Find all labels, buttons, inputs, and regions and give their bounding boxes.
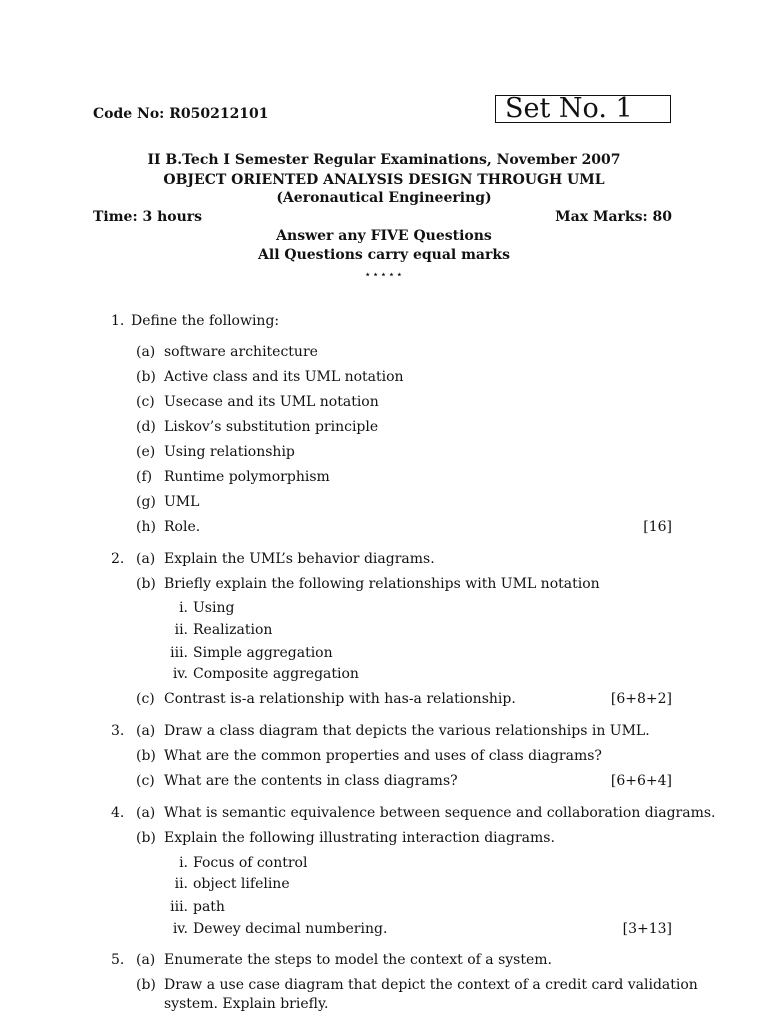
q1-item-text: software architecture: [164, 344, 318, 360]
q4-number: 4.: [111, 805, 125, 821]
time-label: Time: 3 hours: [93, 209, 203, 225]
q1-item-text: Liskov’s substitution principle: [164, 419, 379, 435]
q1-item-text: Active class and its UML notation: [164, 369, 404, 385]
q5a-text: Enumerate the steps to model the context of a system.: [164, 952, 552, 968]
q4-marks: [3+13]: [622, 921, 672, 937]
q1-item-text: Using relationship: [164, 444, 295, 460]
q1-item-label: (d): [136, 419, 156, 435]
q4b-text: Explain the following illustrating interaction diagrams.: [164, 830, 555, 846]
q2-marks: [6+8+2]: [610, 691, 672, 707]
q2-sub-text: Simple aggregation: [193, 645, 333, 661]
exam-title: II B.Tech I Semester Regular Examinations, November 2007: [147, 152, 621, 168]
q1-item-label: (b): [136, 369, 156, 385]
q1-item-label: (f): [136, 469, 153, 485]
q5b-text: Draw a use case diagram that depict the context of a credit card validation: [164, 977, 698, 993]
q2-sub-label: iv.: [172, 666, 188, 682]
instruction-answer: Answer any FIVE Questions: [276, 228, 492, 244]
q1-item-text: Runtime polymorphism: [164, 469, 330, 485]
q1-item-text: Usecase and its UML notation: [164, 394, 379, 410]
q1-item-label: (g): [136, 494, 156, 510]
q3a-label: (a): [136, 723, 156, 739]
q4-sub-text: Dewey decimal numbering.: [193, 921, 388, 937]
code-number: Code No: R050212101: [93, 106, 269, 122]
q2a-label: (a): [136, 551, 156, 567]
q4a-label: (a): [136, 805, 156, 821]
q3b-label: (b): [136, 748, 156, 764]
q3c-text: What are the contents in class diagrams?: [164, 773, 458, 789]
set-number-box: Set No. 1: [495, 95, 671, 123]
q1-marks: [16]: [643, 519, 672, 535]
q1-item-text: Role.: [164, 519, 201, 535]
q4b-label: (b): [136, 830, 156, 846]
q5-number: 5.: [111, 952, 125, 968]
q5a-label: (a): [136, 952, 156, 968]
q4-sub-label: ii.: [174, 876, 188, 892]
branch-title: (Aeronautical Engineering): [276, 190, 492, 206]
q4-sub-label: iii.: [170, 899, 188, 915]
q2-sub-text: Realization: [193, 622, 273, 638]
q3b-text: What are the common properties and uses of class diagrams?: [164, 748, 602, 764]
q1-item-label: (a): [136, 344, 156, 360]
q2c-label: (c): [136, 691, 155, 707]
q4-sub-text: Focus of control: [193, 855, 308, 871]
q2b-text: Briefly explain the following relationships with UML notation: [164, 576, 600, 592]
q2-number: 2.: [111, 551, 125, 567]
q4-sub-text: object lifeline: [193, 876, 290, 892]
max-marks-label: Max Marks: 80: [555, 209, 672, 225]
q4-sub-text: path: [193, 899, 225, 915]
stars-divider: ⋆⋆⋆⋆⋆: [364, 268, 404, 281]
q3a-text: Draw a class diagram that depicts the various relationships in UML.: [164, 723, 650, 739]
q2-sub-label: ii.: [174, 622, 188, 638]
q2c-text: Contrast is-a relationship with has-a relationship.: [164, 691, 516, 707]
q2-sub-text: Composite aggregation: [193, 666, 359, 682]
q5b-text-continued: system. Explain briefly.: [164, 996, 329, 1012]
q2a-text: Explain the UML’s behavior diagrams.: [164, 551, 435, 567]
q2b-label: (b): [136, 576, 156, 592]
q4-sub-label: iv.: [172, 921, 188, 937]
q4a-text: What is semantic equivalence between sequence and collaboration diagrams.: [164, 805, 716, 821]
q1-item-label: (c): [136, 394, 155, 410]
q1-item-label: (h): [136, 519, 156, 535]
q1-item-label: (e): [136, 444, 156, 460]
q4-sub-label: i.: [179, 855, 188, 871]
q3-marks: [6+6+4]: [610, 773, 672, 789]
instruction-marks: All Questions carry equal marks: [258, 247, 510, 263]
q2-sub-label: iii.: [170, 645, 188, 661]
q3-number: 3.: [111, 723, 125, 739]
q5b-label: (b): [136, 977, 156, 993]
subject-title: OBJECT ORIENTED ANALYSIS DESIGN THROUGH UML: [163, 172, 605, 188]
q1-item-text: UML: [164, 494, 200, 510]
q1-number: 1.: [111, 313, 125, 329]
q2-sub-text: Using: [193, 600, 235, 616]
q3c-label: (c): [136, 773, 155, 789]
q2-sub-label: i.: [179, 600, 188, 616]
q1-text: Define the following:: [131, 313, 280, 329]
